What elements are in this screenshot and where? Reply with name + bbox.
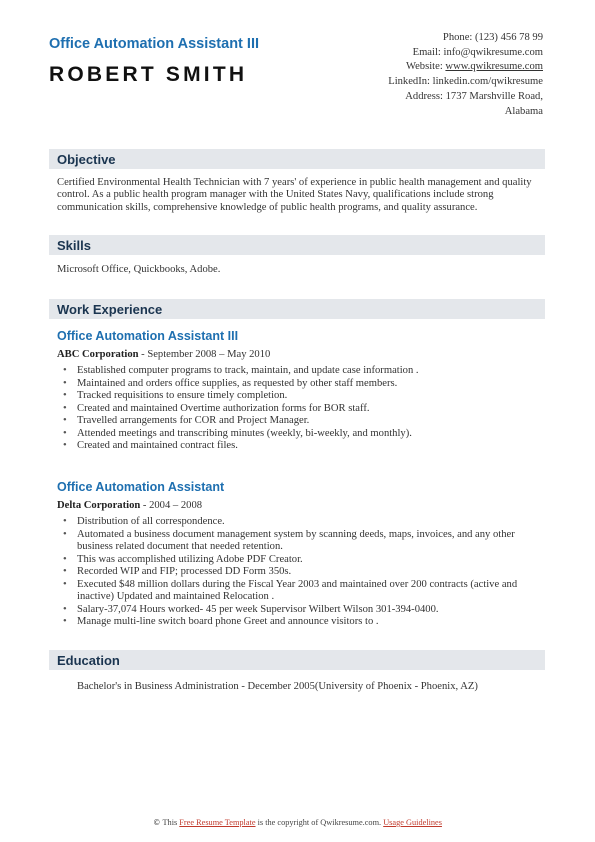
list-item: • Manage multi-line switch board phone Greet and announce visitors to . — [62, 616, 547, 629]
job-dates-2: - 2004 – 2008 — [140, 500, 203, 511]
job-bullets-2 — [62, 516, 547, 629]
free-resume-template-link[interactable]: Free Resume Template — [179, 818, 256, 827]
list-item: • Travelled arrangements for COR and Project Manager. — [62, 415, 547, 428]
list-item: • Established computer programs to track, maintain, and update case information . — [62, 365, 547, 378]
contact-linkedin — [313, 75, 543, 90]
company-name-2: Delta Corporation — [57, 500, 141, 511]
list-item: • Maintained and orders office supplies, as requested by other staff members. — [62, 378, 547, 391]
website-label: Website: — [405, 61, 443, 73]
job-title-2: Office Automation Assistant — [57, 480, 225, 494]
objective-heading: Objective — [49, 149, 545, 169]
footer-middle: is the copyright of Qwikresume.com. — [255, 818, 384, 827]
contact-website — [313, 60, 543, 75]
list-item: • Automated a business document management system by scanning deeds, maps, invoices, and any other business related document that needed retention. — [62, 529, 547, 554]
list-item: • This was accomplished utilizing Adobe PDF Creator. — [62, 554, 547, 567]
skills-heading: Skills — [49, 235, 545, 255]
skills-text: Microsoft Office, Quickbooks, Adobe. — [57, 264, 221, 275]
job-title-1: Office Automation Assistant III — [57, 329, 239, 343]
job-bullets-1 — [62, 365, 547, 453]
address-line2: Alabama — [504, 105, 543, 117]
list-item: • Salary-37,074 Hours worked- 45 per week Supervisor Wilbert Wilson 301-394-0400. — [62, 604, 547, 617]
list-item: • Executed $48 million dollars during the Fiscal Year 2003 and maintained over 200 contracts (active and inactive) Updated and maintained Relocation . — [62, 579, 547, 604]
list-item: • Attended meetings and transcribing minutes (weekly, bi-weekly, and monthly). — [62, 428, 547, 441]
job-company-line-2 — [57, 500, 202, 511]
copyright-symbol: © — [153, 818, 161, 827]
education-entry: Bachelor's in Business Administration - December 2005(University of Phoenix - Phoenix, AZ) — [77, 681, 478, 692]
website-link[interactable]: www.qwikresume.com — [445, 61, 543, 73]
education-heading: Education — [49, 650, 545, 670]
contact-address — [313, 90, 543, 105]
candidate-name: ROBERT SMITH — [49, 63, 248, 86]
contact-block — [313, 31, 543, 119]
footer-prefix: This — [160, 818, 180, 827]
objective-text: Certified Environmental Health Technician with 7 years' of experience in public health management and quality control. As a public health program manager with the United States Navy, qualifications include strong communication skills, comprehensive knowledge of public health programs, and quality assurance. — [57, 177, 532, 213]
email-label: Email: — [412, 46, 441, 58]
resume-job-title: Office Automation Assistant III — [49, 36, 260, 52]
footer — [0, 818, 595, 827]
list-item: • Created and maintained Overtime authorization forms for BOR staff. — [62, 403, 547, 416]
list-item: • Tracked requisitions to ensure timely completion. — [62, 390, 547, 403]
address-label: Address: — [405, 90, 443, 102]
company-name-1: ABC Corporation — [57, 349, 139, 360]
phone-value: (123) 456 78 99 — [475, 32, 543, 43]
address-line1: 1737 Marshville Road, — [445, 90, 543, 102]
linkedin-value[interactable]: linkedin.com/qwikresume — [432, 76, 543, 88]
job-dates-1: - September 2008 – May 2010 — [138, 349, 271, 360]
list-item: • Recorded WIP and FIP; processed DD Form 350s. — [62, 566, 547, 579]
list-item: • Distribution of all correspondence. — [62, 516, 547, 529]
list-item: • Created and maintained contract files. — [62, 440, 547, 453]
usage-guidelines-link[interactable]: Usage Guidelines — [383, 818, 442, 827]
contact-email — [313, 46, 543, 61]
email-value[interactable]: info@qwikresume.com — [443, 46, 543, 58]
job-company-line-1 — [57, 349, 270, 360]
work-experience-heading: Work Experience — [49, 299, 545, 319]
contact-phone — [313, 31, 543, 46]
phone-label: Phone: — [442, 32, 473, 43]
linkedin-label: LinkedIn: — [388, 76, 430, 88]
